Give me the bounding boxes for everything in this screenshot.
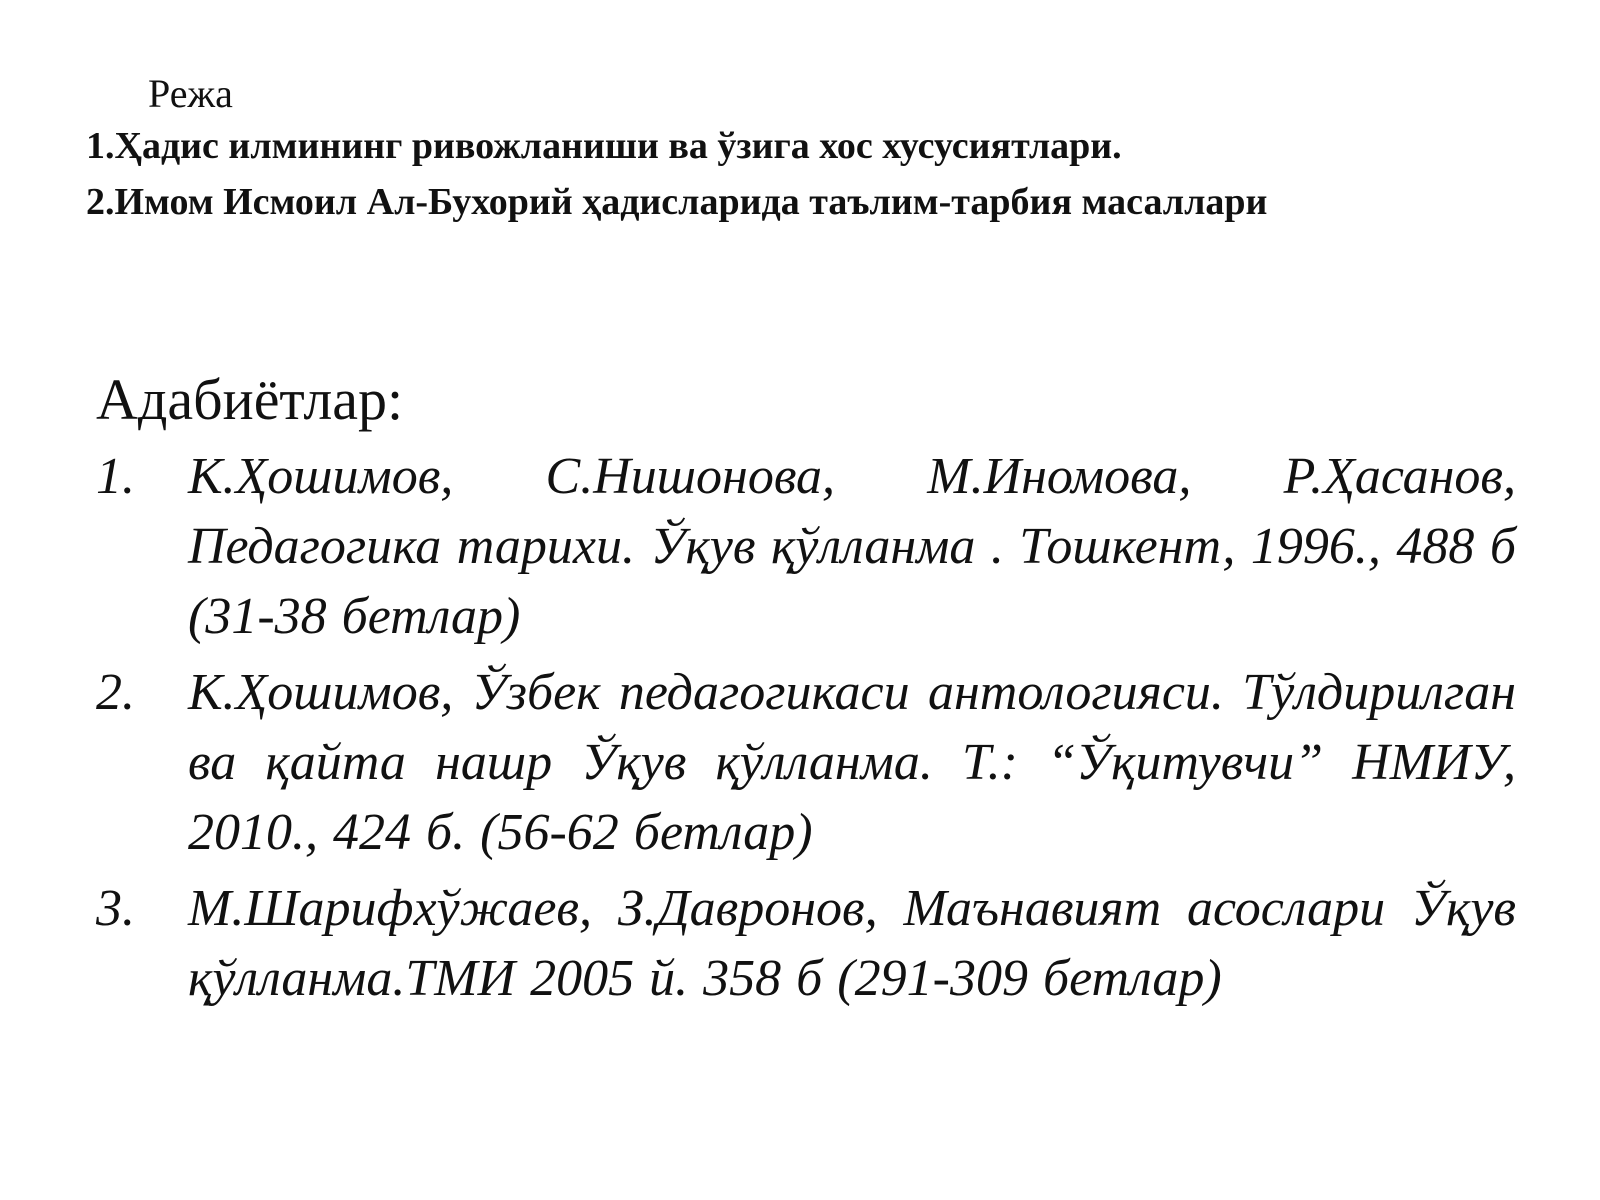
plan-section bbox=[86, 70, 1566, 230]
reference-item-1 bbox=[96, 442, 1516, 652]
reference-text: К.Ҳошимов, Ўзбек педагогикаси антологияси. Тўлдирилган ва қайта нашр Ўқув қўлланма. Т.: “Ўқитувчи” НМИУ, 2010., 424 б. (56-62 бетлар) bbox=[188, 664, 1516, 861]
plan-title: Режа bbox=[148, 71, 233, 116]
references-list bbox=[96, 442, 1516, 1014]
reference-item-3 bbox=[96, 874, 1516, 1014]
plan-item-2: 2.Имом Исмоил Ал-Бухорий ҳадисларида таълим-тарбия масаллари bbox=[86, 181, 1268, 223]
references-section bbox=[96, 360, 1516, 1020]
references-title: Адабиётлар: bbox=[96, 367, 404, 432]
plan-item-1: 1.Ҳадис илмининг ривожланиши ва ўзига хос хусусиятлари. bbox=[86, 125, 1122, 167]
reference-text: М.Шарифхўжаев, З.Давронов, Маънавият асослари Ўқув қўлланма.ТМИ 2005 й. 358 б (291-309 бетлар) bbox=[188, 880, 1516, 1007]
reference-number: 3. bbox=[96, 880, 135, 937]
reference-number: 2. bbox=[96, 664, 135, 721]
reference-text: К.Ҳошимов, С.Нишонова, М.Иномова, Р.Ҳасанов, Педагогика тарихи. Ўқув қўлланма . Тошкент, 1996., 488 б (31-38 бетлар) bbox=[188, 448, 1516, 645]
reference-item-2 bbox=[96, 658, 1516, 868]
reference-number: 1. bbox=[96, 448, 135, 505]
